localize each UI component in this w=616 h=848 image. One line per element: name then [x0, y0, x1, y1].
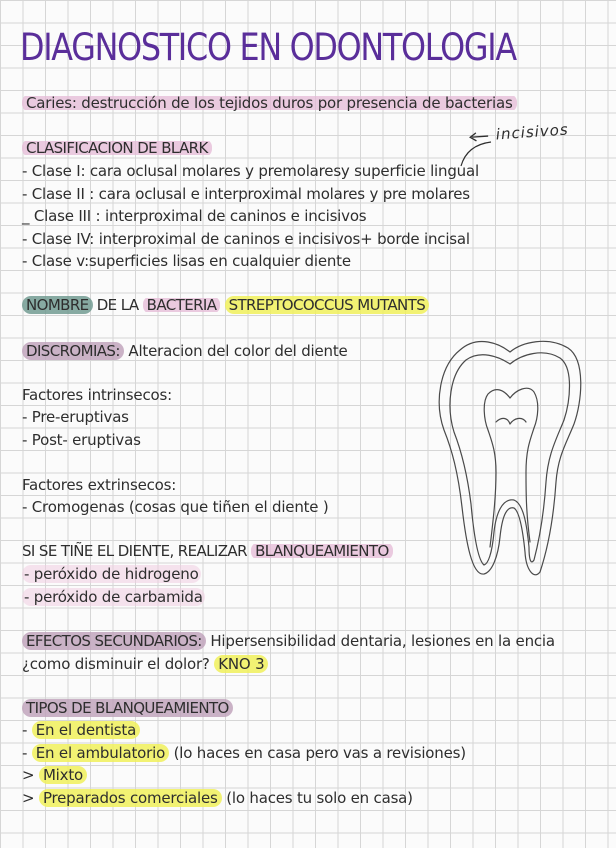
- extrinsecos-heading: Factores extrinsecos:: [22, 476, 177, 494]
- blanqueamiento-rule: [22, 542, 393, 560]
- margin-note-text: incisivos: [495, 120, 570, 144]
- blark-item: - Clase v:superficies lisas en cualquier diente: [22, 252, 351, 270]
- caries-definition: [22, 94, 517, 112]
- tipos-highlight: En el ambulatorio: [32, 744, 169, 762]
- bacteria-line: [22, 296, 429, 314]
- discromias-label: DISCROMIAS:: [22, 342, 124, 360]
- discromias-line: [22, 342, 348, 360]
- question-text: ¿como disminuir el dolor?: [22, 655, 215, 673]
- blark-heading-line: [22, 139, 212, 157]
- efectos-line: [22, 632, 555, 650]
- tipos-rest: (lo haces tu solo en casa): [221, 789, 413, 807]
- blark-item: - Clase IV: interproximal de caninos e incisivos+ borde incisal: [22, 230, 470, 248]
- tipos-item: [22, 766, 87, 784]
- bacteria-label-3: BACTERIA: [143, 296, 221, 314]
- page-title: DIAGNOSTICO EN ODONTOLOGIA: [20, 26, 516, 69]
- tipos-heading: TIPOS DE BLANQUEAMIENTO: [22, 699, 233, 717]
- bacteria-label-2: DE LA: [92, 296, 143, 314]
- question-line: [22, 655, 268, 673]
- tipos-item: [22, 789, 413, 807]
- blanqueamiento-word: BLANQUEAMIENTO: [251, 542, 393, 560]
- blark-item: _ Clase III : interproximal de caninos e incisivos: [22, 207, 367, 225]
- tipos-item: [22, 721, 140, 739]
- peroxide-item: [22, 588, 205, 606]
- tipos-highlight: Preparados comerciales: [39, 789, 222, 807]
- extrinsecos-item: - Cromogenas (cosas que tiñen el diente ): [22, 498, 329, 516]
- bacteria-label-1: NOMBRE: [22, 296, 93, 314]
- bullet: -: [22, 744, 32, 762]
- caries-text: Caries: destrucción de los tejidos duros por presencia de bacterias: [22, 94, 517, 112]
- bullet: -: [22, 721, 32, 739]
- intrinsecos-item: - Pre-eruptivas: [22, 408, 129, 426]
- peroxide-text: - peróxido de carbamida: [24, 588, 203, 606]
- blanqueamiento-rule-text: SI SE TIÑE EL DIENTE, REALIZAR: [22, 542, 252, 560]
- bullet: >: [22, 789, 39, 807]
- blark-item: - Clase I: cara oclusal molares y premolaresy superficie lingual: [22, 162, 479, 180]
- discromias-text: Alteracion del color del diente: [123, 342, 348, 360]
- efectos-text: Hipersensibilidad dentaria, lesiones en la encia: [205, 632, 555, 650]
- efectos-label: EFECTOS SECUNDARIOS:: [22, 632, 206, 650]
- bullet: >: [22, 766, 39, 784]
- tipos-item: [22, 744, 466, 762]
- tipos-highlight: En el dentista: [32, 721, 140, 739]
- tipos-rest: (lo haces en casa pero vas a revisiones): [169, 744, 466, 762]
- bacteria-name: STREPTOCOCCUS MUTANTS: [225, 296, 430, 314]
- tipos-heading-line: [22, 699, 233, 717]
- intrinsecos-item: - Post- eruptivas: [22, 431, 141, 449]
- tooth-cross-section-icon: [430, 332, 590, 582]
- blark-heading: CLASIFICACION DE BLARK: [22, 139, 212, 157]
- peroxide-text: - peróxido de hidrogeno: [24, 565, 199, 583]
- blark-item: - Clase II : cara oclusal e interproximal molares y pre molares: [22, 185, 470, 203]
- answer-text: KNO 3: [214, 655, 268, 673]
- peroxide-item: [22, 565, 201, 583]
- tipos-highlight: Mixto: [39, 766, 87, 784]
- intrinsecos-heading: Factores intrinsecos:: [22, 386, 172, 404]
